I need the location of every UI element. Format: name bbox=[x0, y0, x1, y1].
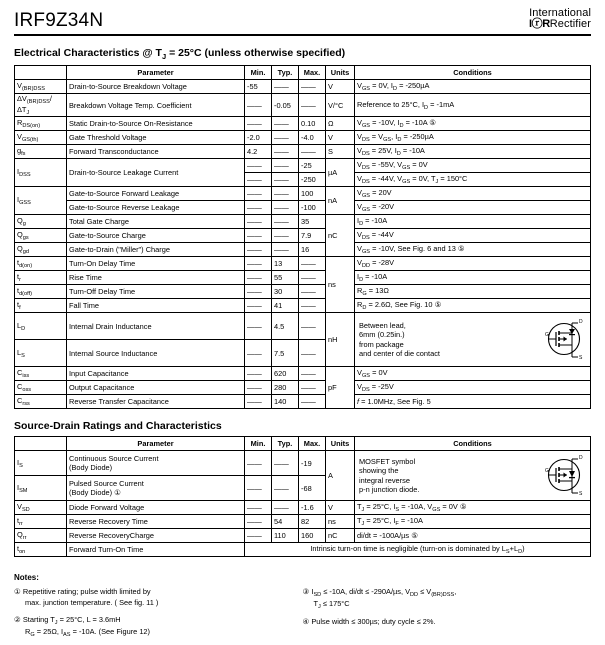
row-symbol: $Q_{rr}$ bbox=[15, 529, 67, 543]
row-units: nH bbox=[326, 313, 355, 367]
note-line-1: Repetitive rating; pulse width limited by bbox=[22, 587, 151, 597]
row-typ: —— bbox=[272, 173, 299, 187]
row-conditions: $V_{DS} = -44V$ bbox=[355, 229, 591, 243]
row-min: —— bbox=[245, 367, 272, 381]
row-max: -100 bbox=[299, 201, 326, 215]
row-units: µA bbox=[326, 159, 355, 187]
row-typ: —— bbox=[272, 145, 299, 159]
row-max: 0.10 bbox=[299, 117, 326, 131]
row-parameter: Drain-to-Source Breakdown Voltage bbox=[67, 80, 245, 94]
row-min: —— bbox=[245, 285, 272, 299]
row-max: —— bbox=[299, 299, 326, 313]
row-symbol: $Q_{gs}$ bbox=[15, 229, 67, 243]
table-row bbox=[15, 187, 591, 201]
row-symbol: $V_{GS(th)}$ bbox=[15, 131, 67, 145]
row-max: -4.0 bbox=[299, 131, 326, 145]
row-max: —— bbox=[299, 80, 326, 94]
row-conditions: $T_J = 25^\circ C$, $I_S = -10A$, $V_{GS} = 0V$ ⑤ bbox=[355, 501, 591, 515]
table-row bbox=[15, 515, 591, 529]
title-part-1: Electrical Characteristics @ T bbox=[14, 47, 162, 59]
col-max: Max. bbox=[299, 66, 326, 80]
row-symbol: $C_{iss}$ bbox=[15, 367, 67, 381]
electrical-characteristics-title bbox=[14, 47, 591, 61]
row-symbol: $t_f$ bbox=[15, 299, 67, 313]
row-max: —— bbox=[299, 271, 326, 285]
row-min: —— bbox=[245, 299, 272, 313]
row-symbol: $t_{rr}$ bbox=[15, 515, 67, 529]
col-units: Units bbox=[326, 437, 355, 451]
row-conditions: $V_{GS} = -10V$, See Fig. 6 and 13 ⑤ bbox=[355, 243, 591, 257]
row-parameter: Reverse Transfer Capacitance bbox=[67, 395, 245, 409]
notes-column-left bbox=[14, 587, 303, 645]
table-row bbox=[15, 271, 591, 285]
row-min: —— bbox=[245, 117, 272, 131]
row-conditions: $V_{DS} = 25V$, $I_D = -10A$ bbox=[355, 145, 591, 159]
row-parameter: Output Capacitance bbox=[67, 381, 245, 395]
row-symbol: $L_D$ bbox=[15, 313, 67, 340]
svg-text:G: G bbox=[545, 331, 549, 338]
symbol-caption-line-3: integral reverse bbox=[359, 475, 410, 485]
table-row bbox=[15, 201, 591, 215]
row-parameter: Drain-to-Source Leakage Current bbox=[67, 159, 245, 187]
row-conditions: $V_{GS} = 0V$, $I_D = -250\mu A$ bbox=[355, 80, 591, 94]
page-header bbox=[14, 8, 591, 32]
table-row bbox=[15, 381, 591, 395]
row-parameter: Fall Time bbox=[67, 299, 245, 313]
row-conditions: $V_{DS} = V_{GS}$, $I_D = -250\mu A$ bbox=[355, 131, 591, 145]
row-max: —— bbox=[299, 313, 326, 340]
table-row bbox=[15, 243, 591, 257]
source-drain-title: Source-Drain Ratings and Characteristics bbox=[14, 420, 222, 433]
row-min: —— bbox=[245, 215, 272, 229]
row-max: -250 bbox=[299, 173, 326, 187]
col-conditions: Conditions bbox=[355, 437, 591, 451]
row-conditions: $I_D = -10A$ bbox=[355, 215, 591, 229]
row-typ: —— bbox=[272, 451, 299, 476]
row-conditions-fullwidth: Intrinsic turn-on time is negligible (turn-on is dominated by $L_S+L_D$) bbox=[245, 543, 591, 557]
row-min: —— bbox=[245, 257, 272, 271]
symbol-caption-line-1: MOSFET symbol bbox=[359, 456, 416, 466]
row-max: -1.6 bbox=[299, 501, 326, 515]
row-max: 7.9 bbox=[299, 229, 326, 243]
row-parameter-line-1: Continuous Source Current bbox=[69, 454, 159, 464]
row-parameter: Turn-On Delay Time bbox=[67, 257, 245, 271]
row-symbol: $I_{DSS}$ bbox=[15, 159, 67, 187]
svg-text:S: S bbox=[579, 354, 583, 361]
row-max: —— bbox=[299, 395, 326, 409]
row-max: —— bbox=[299, 367, 326, 381]
inductance-note-line-4: and center of die contact bbox=[359, 349, 440, 359]
row-min: —— bbox=[245, 94, 272, 117]
logo-rectifier-text: Rectifier bbox=[549, 18, 591, 30]
row-max: 160 bbox=[299, 529, 326, 543]
table-header-row bbox=[15, 66, 591, 80]
table-row bbox=[15, 159, 591, 173]
symbol-caption-line-2: showing the bbox=[359, 466, 399, 476]
row-parameter-line-2: (Body Diode) bbox=[69, 463, 113, 473]
row-symbol: $t_{d(off)}$ bbox=[15, 285, 67, 299]
row-min: —— bbox=[245, 271, 272, 285]
row-parameter: Reverse RecoveryCharge bbox=[67, 529, 245, 543]
row-units: nC bbox=[326, 215, 355, 257]
row-conditions: $T_J = 25^\circ C$, $I_F = -10A$ bbox=[355, 515, 591, 529]
row-symbol: $R_{DS(on)}$ bbox=[15, 117, 67, 131]
note-marker: ④ bbox=[302, 617, 310, 627]
col-min: Min. bbox=[245, 66, 272, 80]
row-max: —— bbox=[299, 340, 326, 367]
row-symbol: $Q_{gd}$ bbox=[15, 243, 67, 257]
row-symbol: $V_{(BR)DSS}$ bbox=[15, 80, 67, 94]
note-item bbox=[14, 615, 297, 638]
row-conditions: $R_G = 13\Omega$ bbox=[355, 285, 591, 299]
table-row bbox=[15, 543, 591, 557]
row-typ: —— bbox=[272, 117, 299, 131]
row-parameter bbox=[67, 476, 245, 501]
row-conditions: $V_{DS} = -55V$, $V_{GS} = 0V$ bbox=[355, 159, 591, 173]
table-row bbox=[15, 80, 591, 94]
row-typ: 41 bbox=[272, 299, 299, 313]
row-typ: 55 bbox=[272, 271, 299, 285]
row-parameter: Gate-to-Source Reverse Leakage bbox=[67, 201, 245, 215]
mosfet-symbol-icon bbox=[545, 317, 587, 363]
row-typ: —— bbox=[272, 229, 299, 243]
row-min: —— bbox=[245, 340, 272, 367]
svg-text:D: D bbox=[579, 454, 583, 461]
col-typ: Typ. bbox=[272, 437, 299, 451]
table-row bbox=[15, 257, 591, 271]
table-row bbox=[15, 451, 591, 476]
table-header-row bbox=[15, 437, 591, 451]
ir-mark-icon: IⓡR bbox=[528, 18, 550, 30]
row-units: nA bbox=[326, 187, 355, 215]
table-row bbox=[15, 215, 591, 229]
table-row bbox=[15, 285, 591, 299]
international-rectifier-logo bbox=[529, 8, 591, 32]
row-min: —— bbox=[245, 201, 272, 215]
row-typ: 4.5 bbox=[272, 313, 299, 340]
row-units: V bbox=[326, 501, 355, 515]
row-min: —— bbox=[245, 187, 272, 201]
row-conditions-symbol bbox=[355, 451, 591, 501]
note-marker: ③ bbox=[302, 587, 310, 597]
row-min: —— bbox=[245, 173, 272, 187]
row-typ: —— bbox=[272, 80, 299, 94]
col-symbol bbox=[15, 437, 67, 451]
row-min: —— bbox=[245, 395, 272, 409]
row-parameter: Internal Source Inductance bbox=[67, 340, 245, 367]
table-row bbox=[15, 313, 591, 340]
col-typ: Typ. bbox=[272, 66, 299, 80]
row-min: -55 bbox=[245, 80, 272, 94]
row-typ: 280 bbox=[272, 381, 299, 395]
row-parameter: Input Capacitance bbox=[67, 367, 245, 381]
row-symbol: $\Delta V_{(BR)DSS}/\Delta T_J$ bbox=[15, 94, 67, 117]
row-units: S bbox=[326, 145, 355, 159]
note-marker: ② bbox=[14, 615, 21, 625]
row-min: —— bbox=[245, 313, 272, 340]
source-drain-table bbox=[14, 436, 591, 557]
row-max: —— bbox=[299, 257, 326, 271]
table-row bbox=[15, 131, 591, 145]
row-typ: 54 bbox=[272, 515, 299, 529]
row-parameter: Total Gate Charge bbox=[67, 215, 245, 229]
row-units: pF bbox=[326, 367, 355, 409]
table-row bbox=[15, 94, 591, 117]
row-max: -25 bbox=[299, 159, 326, 173]
note-line-1: Pulse width ≤ 300µs; duty cycle ≤ 2%. bbox=[311, 617, 436, 627]
col-min: Min. bbox=[245, 437, 272, 451]
row-max: 100 bbox=[299, 187, 326, 201]
row-units: V/°C bbox=[326, 94, 355, 117]
note-line-1: Starting $T_J = 25^\circ C$, L = 3.6mH bbox=[22, 615, 121, 627]
note-marker: ① bbox=[14, 587, 21, 597]
row-parameter: Internal Drain Inductance bbox=[67, 313, 245, 340]
table-row bbox=[15, 145, 591, 159]
row-min: —— bbox=[245, 529, 272, 543]
row-parameter-line-1: Pulsed Source Current bbox=[69, 479, 144, 489]
mosfet-body-diode-symbol-icon bbox=[545, 453, 587, 499]
row-symbol: $L_S$ bbox=[15, 340, 67, 367]
row-typ: —— bbox=[272, 215, 299, 229]
note-item bbox=[303, 617, 586, 628]
table-row bbox=[15, 529, 591, 543]
row-parameter: Rise Time bbox=[67, 271, 245, 285]
logo-line-rectifier bbox=[529, 19, 591, 30]
row-min: —— bbox=[245, 381, 272, 395]
row-symbol: $I_S$ bbox=[15, 451, 67, 476]
row-typ: 7.5 bbox=[272, 340, 299, 367]
part-number: IRF9Z34N bbox=[14, 10, 104, 31]
row-units: nC bbox=[326, 529, 355, 543]
row-parameter: Gate-to-Source Forward Leakage bbox=[67, 187, 245, 201]
row-symbol: $t_{d(on)}$ bbox=[15, 257, 67, 271]
note-line-2: $R_G = 25\Omega$, $I_{AS} = -10A$. (See Figure 12) bbox=[25, 626, 151, 638]
row-symbol: $V_{SD}$ bbox=[15, 501, 67, 515]
note-line-2: max. junction temperature. ( See fig. 11 ) bbox=[25, 597, 159, 607]
row-symbol: $t_r$ bbox=[15, 271, 67, 285]
row-units: ns bbox=[326, 257, 355, 313]
row-typ: —— bbox=[272, 501, 299, 515]
table-row bbox=[15, 395, 591, 409]
row-units: Ω bbox=[326, 117, 355, 131]
inductance-note-line-3: from package bbox=[359, 339, 404, 349]
row-typ: —— bbox=[272, 243, 299, 257]
row-min: —— bbox=[245, 229, 272, 243]
table-row bbox=[15, 299, 591, 313]
row-parameter: Gate-to-Source Charge bbox=[67, 229, 245, 243]
row-conditions: $V_{DS} = -44V$, $V_{GS} = 0V$, $T_J = 150^\circ C$ bbox=[355, 173, 591, 187]
header-rule bbox=[14, 34, 591, 36]
row-parameter: Reverse Recovery Time bbox=[67, 515, 245, 529]
row-conditions: $V_{DD} = -28V$ bbox=[355, 257, 591, 271]
row-max: -68 bbox=[299, 476, 326, 501]
row-max: —— bbox=[299, 94, 326, 117]
row-max: —— bbox=[299, 145, 326, 159]
note-line-2: $T_J \le 175^\circ C$ bbox=[313, 598, 350, 610]
logo-line-international: International bbox=[529, 7, 591, 19]
row-parameter: Gate-to-Drain ("Miller") Charge bbox=[67, 243, 245, 257]
col-max: Max. bbox=[299, 437, 326, 451]
row-typ: —— bbox=[272, 476, 299, 501]
inductance-note-line-2: 6mm (0.25in.) bbox=[359, 330, 405, 340]
notes-section bbox=[14, 587, 591, 645]
svg-text:G: G bbox=[545, 467, 549, 474]
row-typ: —— bbox=[272, 187, 299, 201]
row-parameter: Breakdown Voltage Temp. Coefficient bbox=[67, 94, 245, 117]
row-typ: 30 bbox=[272, 285, 299, 299]
row-conditions: $V_{GS} = -10V$, $I_D = -10A$ ⑤ bbox=[355, 117, 591, 131]
col-parameter: Parameter bbox=[67, 437, 245, 451]
notes-column-right bbox=[303, 587, 592, 645]
title-subscript-j: J bbox=[161, 52, 167, 62]
row-min: 4.2 bbox=[245, 145, 272, 159]
inductance-note-line-1: Between lead, bbox=[359, 320, 406, 330]
row-typ: 620 bbox=[272, 367, 299, 381]
row-parameter: Diode Forward Voltage bbox=[67, 501, 245, 515]
row-min: —— bbox=[245, 515, 272, 529]
row-symbol: $C_{oss}$ bbox=[15, 381, 67, 395]
row-parameter: Turn-Off Delay Time bbox=[67, 285, 245, 299]
row-parameter bbox=[67, 451, 245, 476]
row-conditions: $V_{GS} = -20V$ bbox=[355, 201, 591, 215]
row-max: -19 bbox=[299, 451, 326, 476]
row-conditions: $V_{GS} = 20V$ bbox=[355, 187, 591, 201]
row-max: —— bbox=[299, 381, 326, 395]
row-max: 82 bbox=[299, 515, 326, 529]
row-conditions: $I_D = -10A$ bbox=[355, 271, 591, 285]
row-typ: —— bbox=[272, 201, 299, 215]
row-units: A bbox=[326, 451, 355, 501]
notes-title: Notes: bbox=[14, 573, 39, 583]
row-parameter: Gate Threshold Voltage bbox=[67, 131, 245, 145]
row-symbol: $g_{fs}$ bbox=[15, 145, 67, 159]
row-conditions: di/dt = -100A/µs ⑤ bbox=[355, 529, 591, 543]
row-symbol: $t_{on}$ bbox=[15, 543, 67, 557]
svg-text:D: D bbox=[579, 318, 583, 325]
row-conditions: $V_{GS} = 0V$ bbox=[355, 367, 591, 381]
row-typ: —— bbox=[272, 131, 299, 145]
note-line-1: $I_{SD} \le -10A$, di/dt ≤ -290A/µs, $V_{DD} \le V_{(BR)DSS}$, bbox=[311, 587, 457, 599]
row-max: 35 bbox=[299, 215, 326, 229]
row-min: —— bbox=[245, 159, 272, 173]
row-min: —— bbox=[245, 243, 272, 257]
row-conditions-inductance bbox=[355, 313, 591, 367]
source-drain-body bbox=[15, 451, 591, 557]
col-conditions: Conditions bbox=[355, 66, 591, 80]
row-conditions: Reference to 25°C, $I_D = -1mA$ bbox=[355, 94, 591, 117]
row-typ: 110 bbox=[272, 529, 299, 543]
row-typ: -0.05 bbox=[272, 94, 299, 117]
row-min: —— bbox=[245, 501, 272, 515]
row-symbol: $Q_g$ bbox=[15, 215, 67, 229]
table-row bbox=[15, 117, 591, 131]
col-parameter: Parameter bbox=[67, 66, 245, 80]
row-min: -2.0 bbox=[245, 131, 272, 145]
electrical-characteristics-body bbox=[15, 80, 591, 409]
col-symbol bbox=[15, 66, 67, 80]
row-parameter-line-2: (Body Diode) ① bbox=[69, 488, 121, 498]
row-max: —— bbox=[299, 285, 326, 299]
row-symbol: $I_{SM}$ bbox=[15, 476, 67, 501]
table-row bbox=[15, 367, 591, 381]
row-conditions: $V_{DS} = -25V$ bbox=[355, 381, 591, 395]
row-typ: 140 bbox=[272, 395, 299, 409]
electrical-characteristics-table bbox=[14, 65, 591, 409]
svg-text:S: S bbox=[579, 490, 583, 497]
row-typ: —— bbox=[272, 159, 299, 173]
row-conditions: f = 1.0MHz, See Fig. 5 bbox=[355, 395, 591, 409]
row-units: V bbox=[326, 131, 355, 145]
col-units: Units bbox=[326, 66, 355, 80]
title-part-2: = 25°C (unless otherwise specified) bbox=[166, 47, 346, 59]
row-conditions: $R_D = 2.6\Omega$, See Fig. 10 ⑤ bbox=[355, 299, 591, 313]
row-units: V bbox=[326, 80, 355, 94]
row-symbol: $C_{rss}$ bbox=[15, 395, 67, 409]
row-parameter: Static Drain-to-Source On-Resistance bbox=[67, 117, 245, 131]
row-max: 16 bbox=[299, 243, 326, 257]
row-typ: 13 bbox=[272, 257, 299, 271]
row-parameter: Forward Transconductance bbox=[67, 145, 245, 159]
row-units: ns bbox=[326, 515, 355, 529]
table-row bbox=[15, 229, 591, 243]
row-parameter: Forward Turn-On Time bbox=[67, 543, 245, 557]
row-min: —— bbox=[245, 451, 272, 476]
row-min: —— bbox=[245, 476, 272, 501]
row-symbol: $I_{GSS}$ bbox=[15, 187, 67, 215]
note-item bbox=[303, 587, 586, 610]
table-row bbox=[15, 501, 591, 515]
symbol-caption-line-4: p-n junction diode. bbox=[359, 485, 420, 495]
